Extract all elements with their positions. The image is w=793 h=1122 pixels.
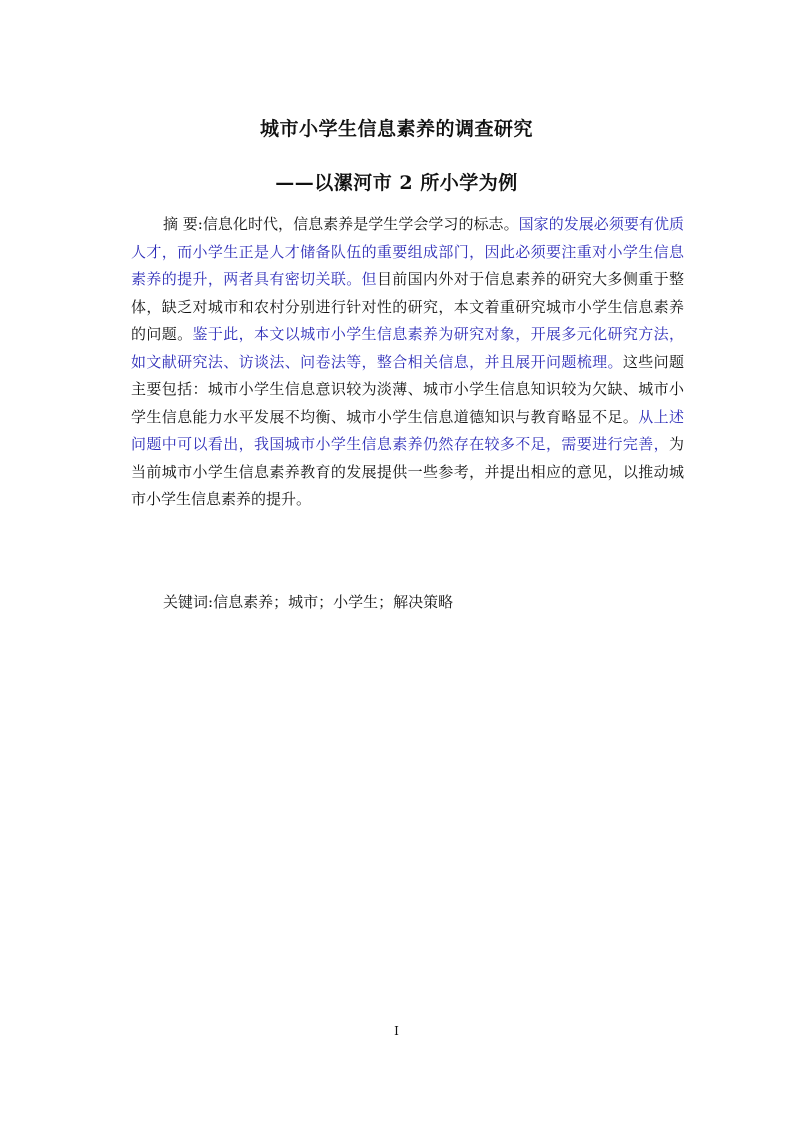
keywords-line xyxy=(163,590,453,614)
abstract-text-segment: 这些问题主要包括：城市小学生信息意识较为淡薄、城市小学生信息知识较为欠缺、城市小学生信息能力水平发展不均衡、城市小学生信息道德知识与教育略显不足。 xyxy=(131,352,684,426)
abstract-text-segment: 目前国内外对于信息素养的研究大多侧重于整体，缺乏对城市和农村分别进行针对性的研究，本文着重研究城市小学生信息素养的问题。 xyxy=(131,270,684,343)
abstract-text-segment: 为当前城市小学生信息素养教育的发展提供一些参考，并提出相应的意见，以推动城市小学生信息素养的提升。 xyxy=(131,435,684,508)
abstract-highlight-segment: 国家的发展必须要有优质人才，而小学生正是人才储备队伍的重要组成部门，因此必须要注重对小学生信息素养的提升，两者具有密切关联。但 xyxy=(131,215,684,288)
abstract-label: 摘 要: xyxy=(163,215,203,233)
page-number: I xyxy=(394,1024,399,1038)
keywords-label: 关键词: xyxy=(163,593,214,611)
abstract-text-segment: 信息化时代，信息素养是学生学会学习的标志。 xyxy=(202,215,519,233)
paper-subtitle: ——以漯河市 2 所小学为例 xyxy=(275,172,518,194)
abstract-highlight-segment: 从上述问题中可以看出，我国城市小学生信息素养仍然存在较多不足，需要进行完善， xyxy=(131,407,684,453)
keywords-text: 信息素养；城市；小学生；解决策略 xyxy=(213,593,454,611)
abstract-paragraph xyxy=(131,211,684,514)
paper-title: 城市小学生信息素养的调查研究 xyxy=(259,118,533,140)
abstract-highlight-segment: 鉴于此，本文以城市小学生信息素养为研究对象，开展多元化研究方法，如文献研究法、访谈法、问卷法等，整合相关信息，并且展开问题梳理。 xyxy=(131,325,684,371)
